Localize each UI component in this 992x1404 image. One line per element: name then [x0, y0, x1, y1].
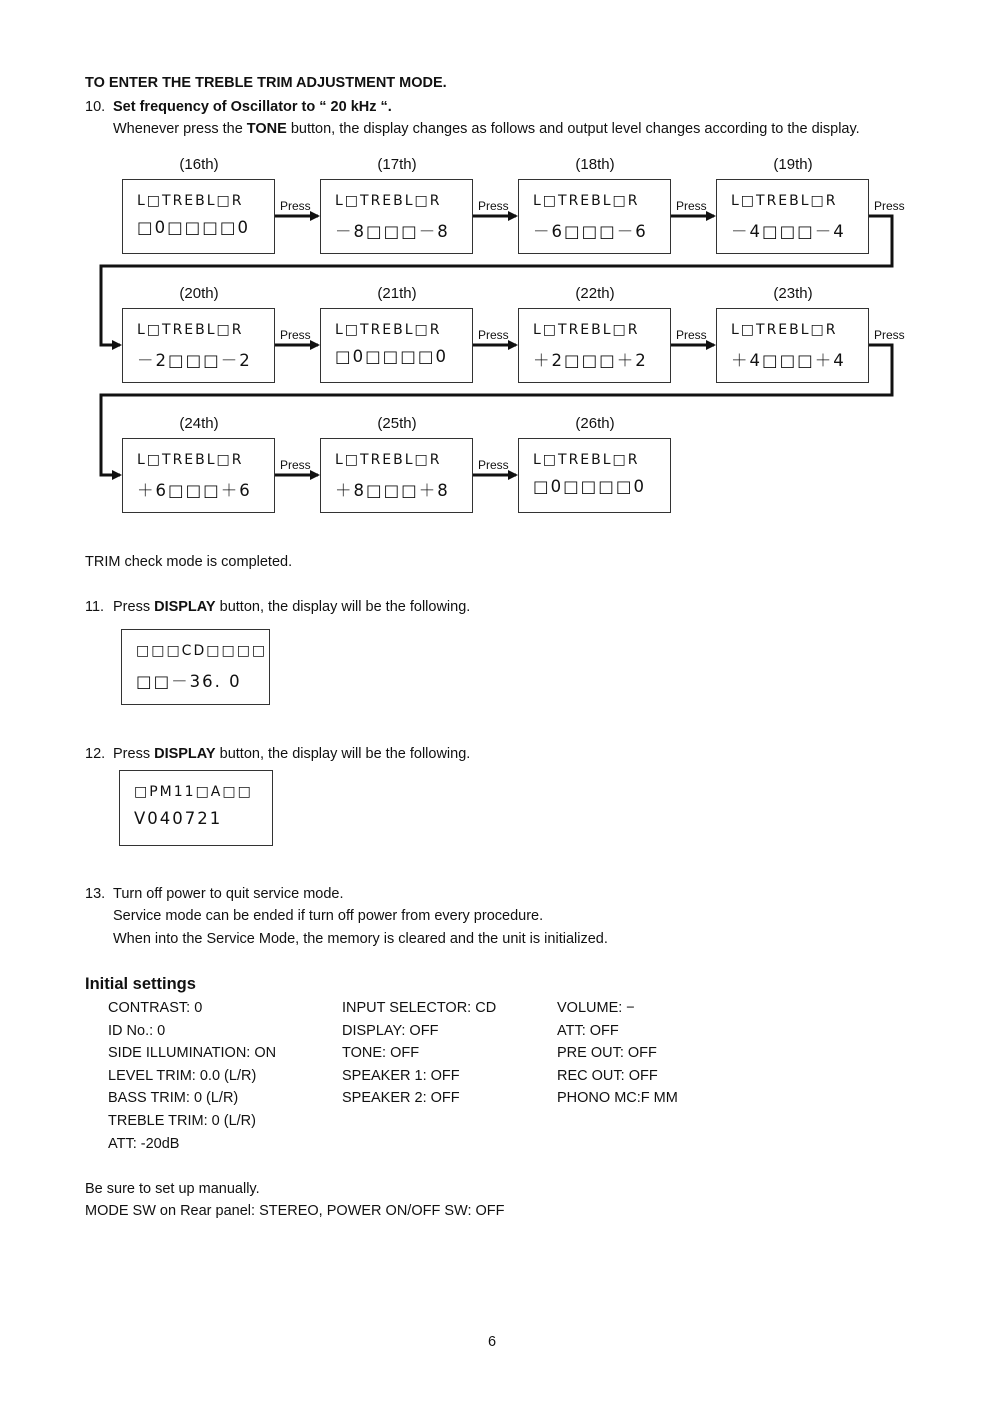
switch-note: MODE SW on Rear panel: STEREO, POWER ON/OFF SW: OFF: [85, 1203, 505, 1219]
press-label: Press: [280, 199, 311, 213]
display-line-2: □0□□□□0: [533, 477, 646, 496]
setting-item: PHONO MC:F MM: [557, 1090, 678, 1107]
display-line-2: ＋6□□□＋6: [137, 481, 252, 500]
page-number: 6: [488, 1334, 497, 1350]
tone-button-label: TONE: [246, 121, 287, 137]
step-label: (21th): [377, 285, 417, 302]
display-panel-step: [122, 438, 275, 513]
setting-item: TONE: OFF: [342, 1045, 420, 1062]
display-panel-step: [518, 179, 671, 254]
desc-text: Press: [113, 599, 155, 615]
desc-text: button, the display will be the following.: [215, 746, 471, 762]
step-label: (17th): [377, 156, 417, 173]
setting-item: ATT: -20dB: [108, 1135, 180, 1152]
display-line-2: －4□□□－4: [731, 222, 846, 241]
desc-text: button, the display will be the following.: [215, 599, 471, 615]
display-line-2: ＋4□□□＋4: [731, 351, 846, 370]
display-panel-step: [320, 438, 473, 513]
press-label: Press: [280, 458, 311, 472]
display-panel-step: [518, 438, 671, 513]
setting-item: PRE OUT: OFF: [557, 1045, 657, 1062]
desc-text: Press: [113, 746, 155, 762]
press-label: Press: [478, 199, 509, 213]
press-label: Press: [676, 328, 707, 342]
display-panel-step: [122, 179, 275, 254]
step-number: 12.: [85, 746, 106, 762]
setup-note: Be sure to set up manually.: [85, 1181, 260, 1197]
step-label: (22th): [575, 285, 615, 302]
setting-item: ATT: OFF: [557, 1022, 619, 1039]
display-line-1: □PM11□A□□: [134, 784, 253, 800]
display-line-2: ＋2□□□＋2: [533, 351, 648, 370]
step-label: (26th): [575, 415, 615, 432]
display-line-1: L□TREBL□R: [335, 322, 442, 338]
display-line-2: □0□□□□0: [137, 218, 250, 237]
setting-item: CONTRAST: 0: [108, 1000, 203, 1016]
setting-item: LEVEL TRIM: 0.0 (L/R): [108, 1067, 257, 1084]
step-number: 13.: [85, 886, 106, 902]
step-number: 11.: [85, 599, 105, 615]
setting-item: REC OUT: OFF: [557, 1067, 658, 1084]
step-12-text: [113, 746, 470, 762]
setting-item: BASS TRIM: 0 (L/R): [108, 1090, 239, 1107]
press-label: Press: [478, 458, 509, 472]
step-label: (20th): [179, 285, 219, 302]
step-13-line-2: Service mode can be ended if turn off power from every procedure.: [113, 908, 544, 924]
step-label: (16th): [179, 156, 219, 173]
display-line-2: □□－36. 0: [136, 672, 242, 691]
display-panel-cd: [121, 629, 270, 705]
display-line-1: L□TREBL□R: [731, 322, 838, 338]
step-13-line-3: When into the Service Mode, the memory is cleared and the unit is initialized.: [113, 931, 608, 947]
display-line-1: L□TREBL□R: [335, 193, 442, 209]
display-line-1: L□TREBL□R: [533, 193, 640, 209]
display-line-2: －2□□□－2: [137, 351, 252, 370]
display-line-1: L□TREBL□R: [137, 322, 244, 338]
setting-item: SPEAKER 2: OFF: [342, 1090, 460, 1107]
display-line-1: L□TREBL□R: [137, 452, 244, 468]
display-panel-step: [320, 308, 473, 383]
display-line-2: ＋8□□□＋8: [335, 481, 450, 500]
step-number: 10.: [85, 99, 106, 115]
step-10-text: Set frequency of Oscillator to “ 20 kHz “.: [113, 99, 392, 115]
step-13-line-1: Turn off power to quit service mode.: [113, 886, 344, 902]
press-label: Press: [280, 328, 311, 342]
step-label: (18th): [575, 156, 615, 173]
setting-item: VOLUME: −: [557, 1000, 635, 1016]
display-line-1: L□TREBL□R: [533, 452, 640, 468]
setting-item: SIDE ILLUMINATION: ON: [108, 1045, 277, 1062]
setting-item: ID No.: 0: [108, 1022, 166, 1039]
initial-settings-title: Initial settings: [85, 975, 196, 993]
display-line-1: L□TREBL□R: [137, 193, 244, 209]
display-line-2: □0□□□□0: [335, 347, 448, 366]
setting-item: SPEAKER 1: OFF: [342, 1067, 460, 1084]
display-panel-version: [119, 770, 273, 846]
press-label: Press: [874, 199, 905, 213]
display-line-2: －6□□□－6: [533, 222, 648, 241]
step-label: (23th): [773, 285, 813, 302]
step-label: (24th): [179, 415, 219, 432]
display-line-1: L□TREBL□R: [335, 452, 442, 468]
step-11-text: [113, 599, 470, 615]
setting-item: DISPLAY: OFF: [342, 1022, 439, 1039]
display-line-1: L□TREBL□R: [533, 322, 640, 338]
display-panel-step: [320, 179, 473, 254]
display-panel-step: [122, 308, 275, 383]
desc-text: Whenever press the: [113, 121, 247, 137]
desc-text: button, the display changes as follows and output level changes according to the display.: [286, 121, 860, 137]
display-button-label: DISPLAY: [154, 746, 216, 762]
display-line-1: L□TREBL□R: [731, 193, 838, 209]
display-line-1: □□□CD□□□□: [136, 643, 268, 659]
step-label: (25th): [377, 415, 417, 432]
display-line-2: －8□□□－8: [335, 222, 450, 241]
display-panel-step: [716, 308, 869, 383]
display-button-label: DISPLAY: [154, 599, 216, 615]
press-label: Press: [874, 328, 905, 342]
press-label: Press: [478, 328, 509, 342]
setting-item: INPUT SELECTOR: CD: [342, 1000, 497, 1016]
trim-complete-text: TRIM check mode is completed.: [85, 554, 293, 570]
display-panel-step: [716, 179, 869, 254]
setting-item: TREBLE TRIM: 0 (L/R): [108, 1113, 256, 1129]
display-line-2: V040721: [134, 809, 223, 828]
display-panel-step: [518, 308, 671, 383]
step-label: (19th): [773, 156, 813, 173]
press-label: Press: [676, 199, 707, 213]
section-title: TO ENTER THE TREBLE TRIM ADJUSTMENT MODE.: [85, 75, 447, 91]
